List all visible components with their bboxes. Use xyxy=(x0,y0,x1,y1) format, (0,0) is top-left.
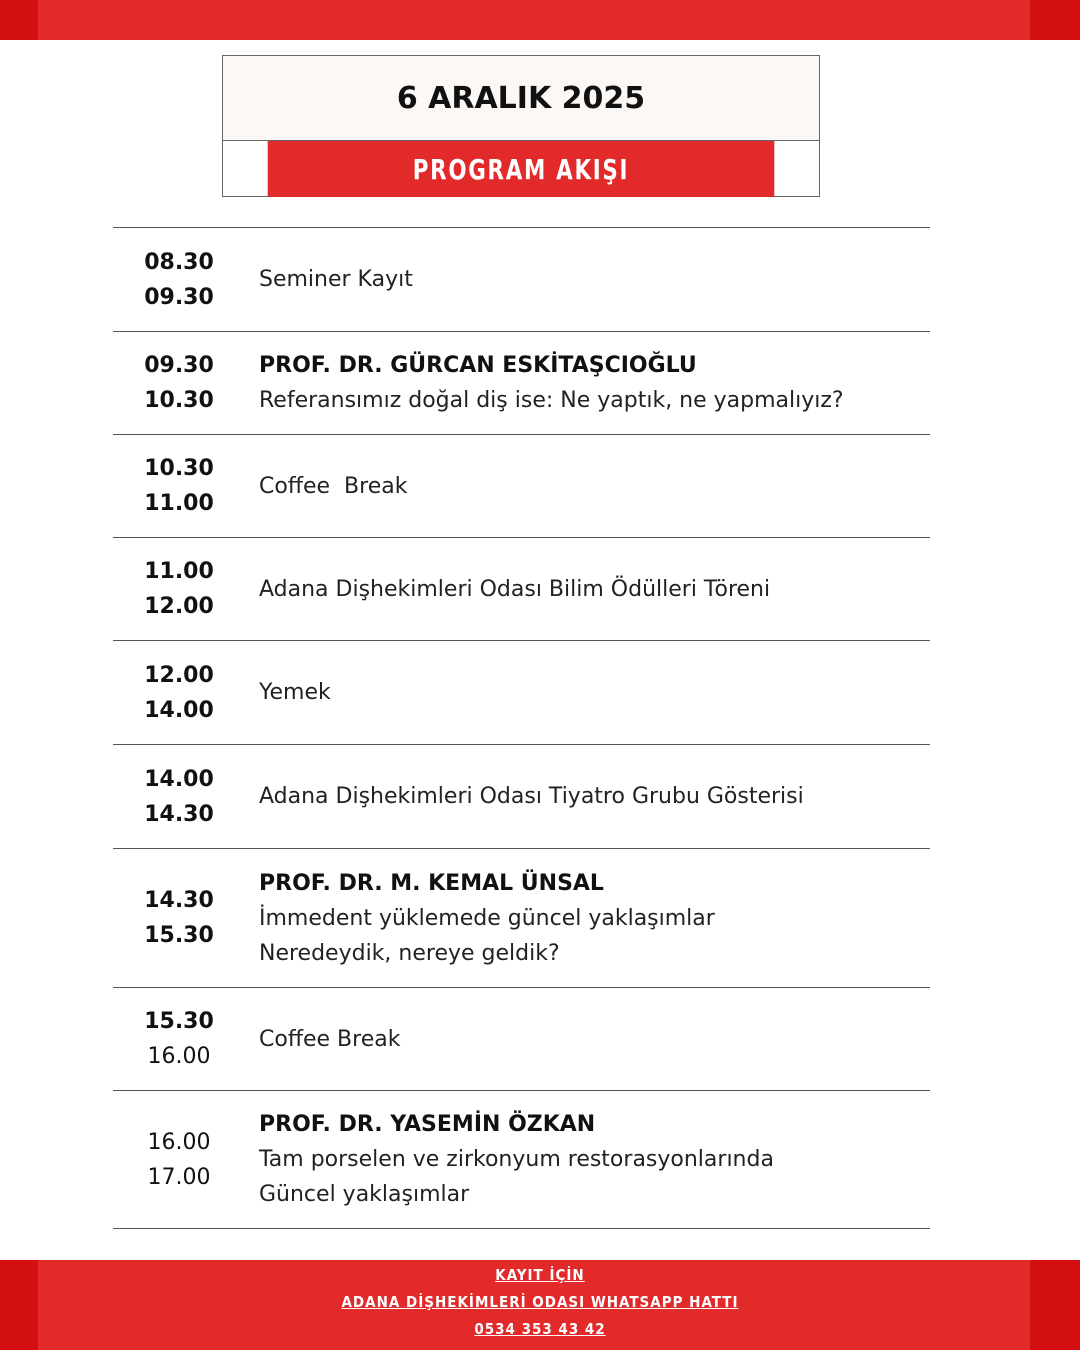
time-range xyxy=(113,658,245,728)
end-time: 16.00 xyxy=(147,1044,211,1069)
session-content xyxy=(259,675,331,710)
time-range xyxy=(113,883,245,953)
schedule-table xyxy=(113,227,930,1229)
session-subtitle: Güncel yaklaşımlar xyxy=(259,1182,470,1207)
start-time: 08.30 xyxy=(144,249,214,275)
session-content xyxy=(259,262,413,297)
time-range xyxy=(113,451,245,521)
top-bar xyxy=(0,0,1080,40)
header-box xyxy=(222,55,820,197)
footer-whatsapp-line: ADANA DİŞHEKİMLERİ ODASI WHATSAPP HATTI xyxy=(341,1293,739,1311)
start-time: 09.30 xyxy=(144,353,214,378)
top-bar-left-edge xyxy=(0,0,38,40)
end-time: 14.30 xyxy=(144,801,214,827)
start-time: 10.30 xyxy=(144,456,214,481)
session-title: Tam porselen ve zirkonyum restorasyonlarında xyxy=(259,1147,774,1172)
session-title: İmmedent yüklemede güncel yaklaşımlar xyxy=(259,905,715,931)
schedule-row xyxy=(113,332,930,435)
end-time: 09.30 xyxy=(144,284,214,310)
end-time: 11.00 xyxy=(144,491,214,516)
start-time: 16.00 xyxy=(147,1129,211,1155)
session-content xyxy=(259,1022,400,1057)
session-title: Referansımız doğal diş ise: Ne yaptık, ne yapmalıyız? xyxy=(259,388,844,413)
schedule-row xyxy=(113,849,930,988)
session-content xyxy=(259,469,407,504)
schedule-row xyxy=(113,641,930,745)
time-range xyxy=(113,245,245,315)
time-range xyxy=(113,762,245,832)
session-content xyxy=(259,348,844,418)
session-title: Seminer Kayıt xyxy=(259,267,413,292)
speaker-name: PROF. DR. YASEMİN ÖZKAN xyxy=(259,1112,596,1137)
time-range xyxy=(113,1125,245,1195)
end-time: 12.00 xyxy=(144,594,214,619)
session-title: Coffee Break xyxy=(259,1026,401,1052)
end-time: 15.30 xyxy=(144,923,214,948)
schedule-row xyxy=(113,435,930,538)
end-time: 10.30 xyxy=(144,388,214,413)
session-title: Yemek xyxy=(259,680,331,705)
start-time: 15.30 xyxy=(144,1009,214,1034)
schedule-row xyxy=(113,1091,930,1229)
session-title: Adana Dişhekimleri Odası Bilim Ödülleri Töreni xyxy=(259,576,771,602)
end-time: 14.00 xyxy=(144,697,214,723)
speaker-name: PROF. DR. GÜRCAN ESKİTAŞCIOĞLU xyxy=(259,353,697,378)
time-range xyxy=(113,1004,245,1074)
end-time: 17.00 xyxy=(147,1164,211,1190)
session-subtitle: Neredeydik, nereye geldik? xyxy=(259,940,560,966)
session-title: Adana Dişhekimleri Odası Tiyatro Grubu Gösterisi xyxy=(259,784,804,809)
session-content xyxy=(259,1107,774,1212)
start-time: 11.00 xyxy=(144,559,214,584)
footer-phone-number[interactable]: 0534 353 43 42 xyxy=(474,1320,606,1338)
event-date: 6 ARALIK 2025 xyxy=(223,56,819,141)
session-title: Coffee Break xyxy=(259,473,408,499)
schedule-row xyxy=(113,745,930,849)
footer-registration xyxy=(0,1262,1080,1343)
start-time: 14.00 xyxy=(144,766,214,792)
footer-registration-label: KAYIT İÇİN xyxy=(495,1266,585,1284)
time-range xyxy=(113,348,245,418)
speaker-name: PROF. DR. M. KEMAL ÜNSAL xyxy=(259,870,604,896)
session-content xyxy=(259,779,804,814)
schedule-row xyxy=(113,988,930,1091)
session-content xyxy=(259,572,770,607)
program-title: PROGRAM AKIŞI xyxy=(268,141,775,197)
start-time: 14.30 xyxy=(144,888,214,913)
start-time: 12.00 xyxy=(144,662,214,688)
schedule-row xyxy=(113,228,930,332)
session-content xyxy=(259,866,715,971)
schedule-row xyxy=(113,538,930,641)
time-range xyxy=(113,554,245,624)
top-bar-right-edge xyxy=(1030,0,1080,40)
